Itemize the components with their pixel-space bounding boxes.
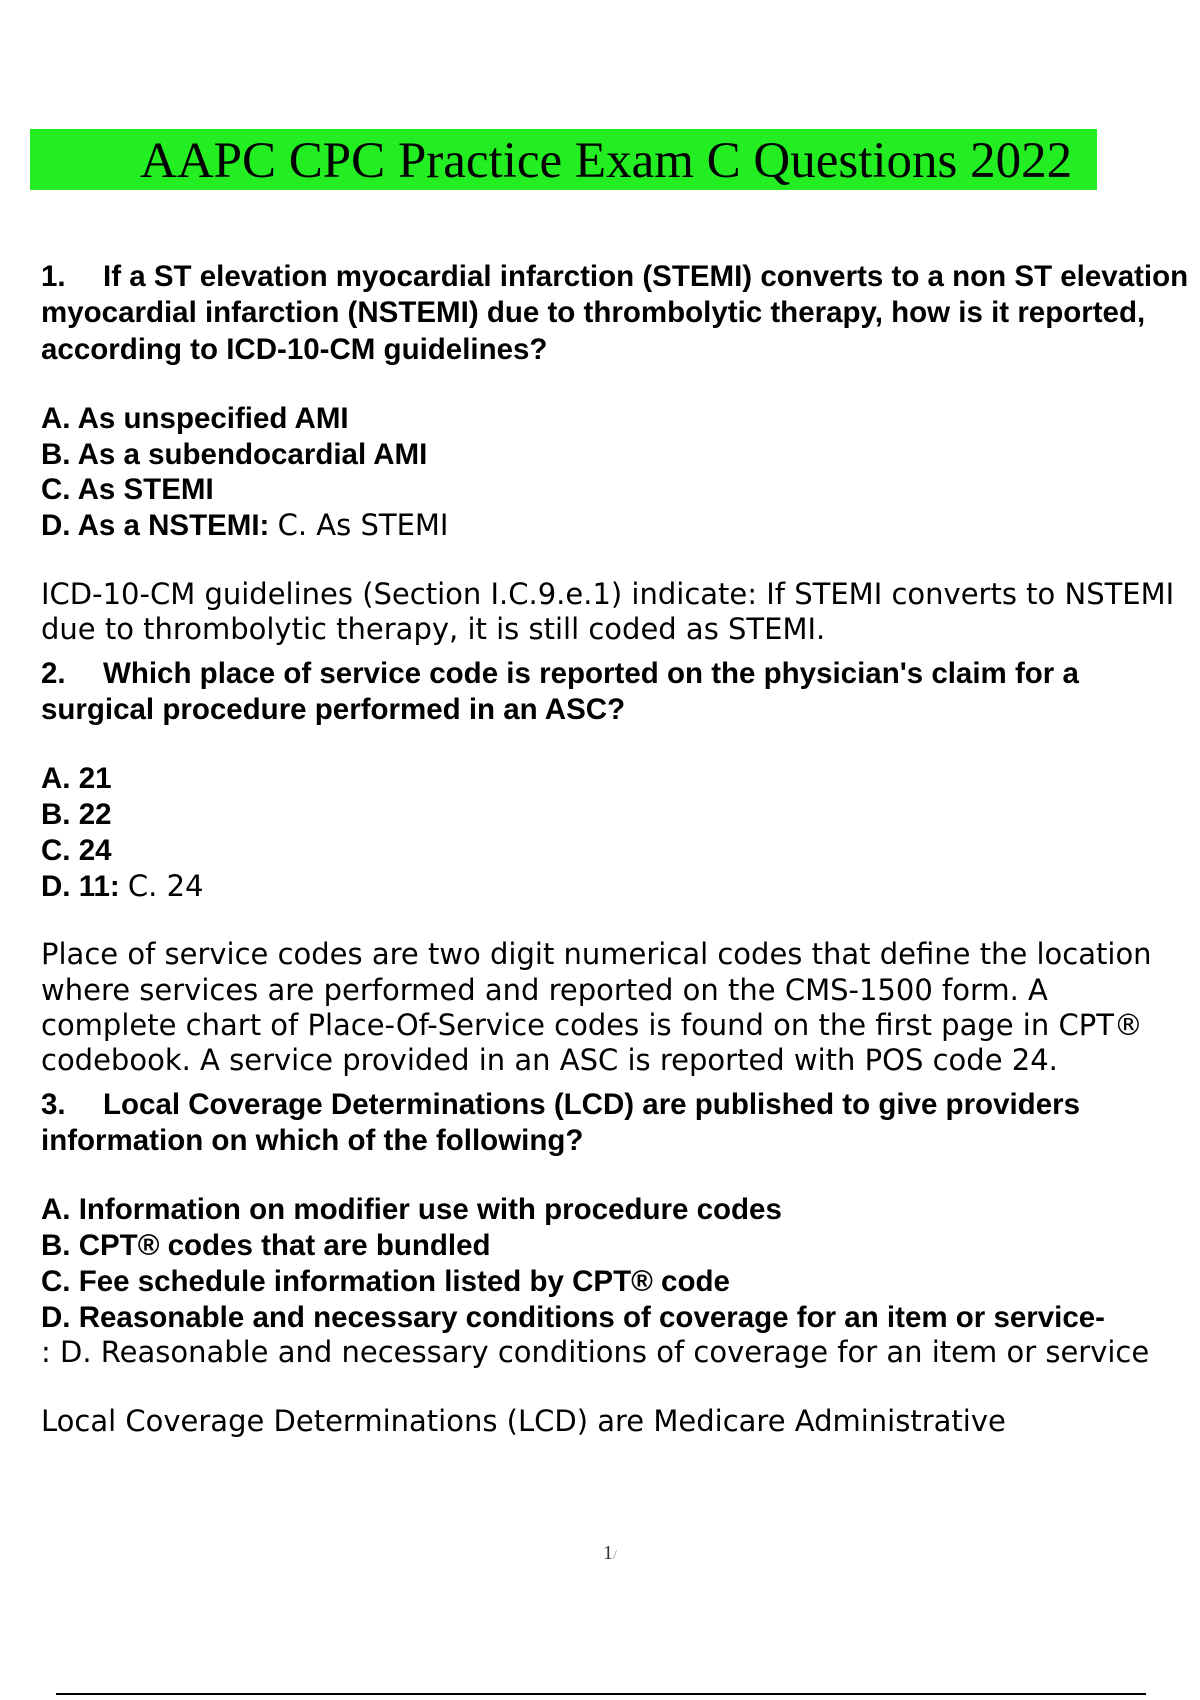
question-block-2 xyxy=(41,656,1191,1079)
option-2d xyxy=(41,869,1191,905)
option-3b: B. CPT® codes that are bundled xyxy=(41,1229,491,1263)
document-content xyxy=(41,259,1191,1440)
option-list-1 xyxy=(41,401,1191,544)
option-2d-label: D. 11: xyxy=(41,869,120,903)
question-stem-2: Which place of service code is reported on the physician's claim for a surgical procedure performed in an ASC? xyxy=(41,656,1079,726)
answer-2: C. 24 xyxy=(127,868,204,903)
question-stem-3: Local Coverage Determinations (LCD) are published to give providers information on which of the following? xyxy=(41,1087,1080,1157)
page-number-suffix: / xyxy=(613,1548,617,1563)
document-title: AAPC CPC Practice Exam C Questions 2022 xyxy=(140,133,1073,189)
option-2b: B. 22 xyxy=(41,798,112,832)
option-1a: A. As unspecified AMI xyxy=(41,401,349,435)
question-text-2 xyxy=(41,656,1191,729)
answer-3: : D. Reasonable and necessary conditions of coverage for an item or service xyxy=(41,1335,1150,1370)
answer-1: C. As STEMI xyxy=(277,508,449,543)
question-text-1 xyxy=(41,259,1191,368)
page-number-value: 1 xyxy=(603,1542,614,1564)
question-text-3 xyxy=(41,1087,1191,1160)
option-3c: C. Fee schedule information listed by CPT® code xyxy=(41,1264,730,1298)
footer-rule xyxy=(56,1693,1146,1695)
question-block-1 xyxy=(41,259,1191,648)
question-number-3: 3. xyxy=(41,1087,66,1121)
question-stem-1: If a ST elevation myocardial infarction (STEMI) converts to a non ST elevation myocardial infarction (NSTEMI) due to thrombolytic therapy, how is it reported, according to ICD-10-CM guidelines? xyxy=(41,260,1189,366)
answer-3-line xyxy=(41,1335,1191,1371)
page-number xyxy=(0,1542,1200,1565)
question-number-1: 1. xyxy=(41,260,66,293)
explanation-3: Local Coverage Determinations (LCD) are Medicare Administrative xyxy=(41,1404,1006,1439)
option-1c: C. As STEMI xyxy=(41,473,214,507)
explanation-2: Place of service codes are two digit numerical codes that define the location where services are performed and reported on the CMS-1500 form. A complete chart of Place-Of-Service codes is found on the first page in CPT® codebook. A service provided in an ASC is reported with POS code 24. xyxy=(41,937,1152,1078)
option-3d: D. Reasonable and necessary conditions of coverage for an item or service- xyxy=(41,1300,1106,1334)
explanation-1: ICD-10-CM guidelines (Section I.C.9.e.1) indicate: If STEMI converts to NSTEMI due to thrombolytic therapy, it is still coded as STEMI. xyxy=(41,577,1175,647)
option-1d xyxy=(41,508,1191,544)
option-3a: A. Information on modifier use with procedure codes xyxy=(41,1193,782,1227)
question-number-2: 2. xyxy=(41,656,66,690)
option-2c: C. 24 xyxy=(41,833,112,867)
option-2a: A. 21 xyxy=(41,762,112,796)
option-1b: B. As a subendocardial AMI xyxy=(41,437,428,471)
question-block-3 xyxy=(41,1087,1191,1440)
option-1d-label: D. As a NSTEMI: xyxy=(41,509,270,543)
option-list-2 xyxy=(41,761,1191,904)
option-list-3 xyxy=(41,1192,1191,1371)
